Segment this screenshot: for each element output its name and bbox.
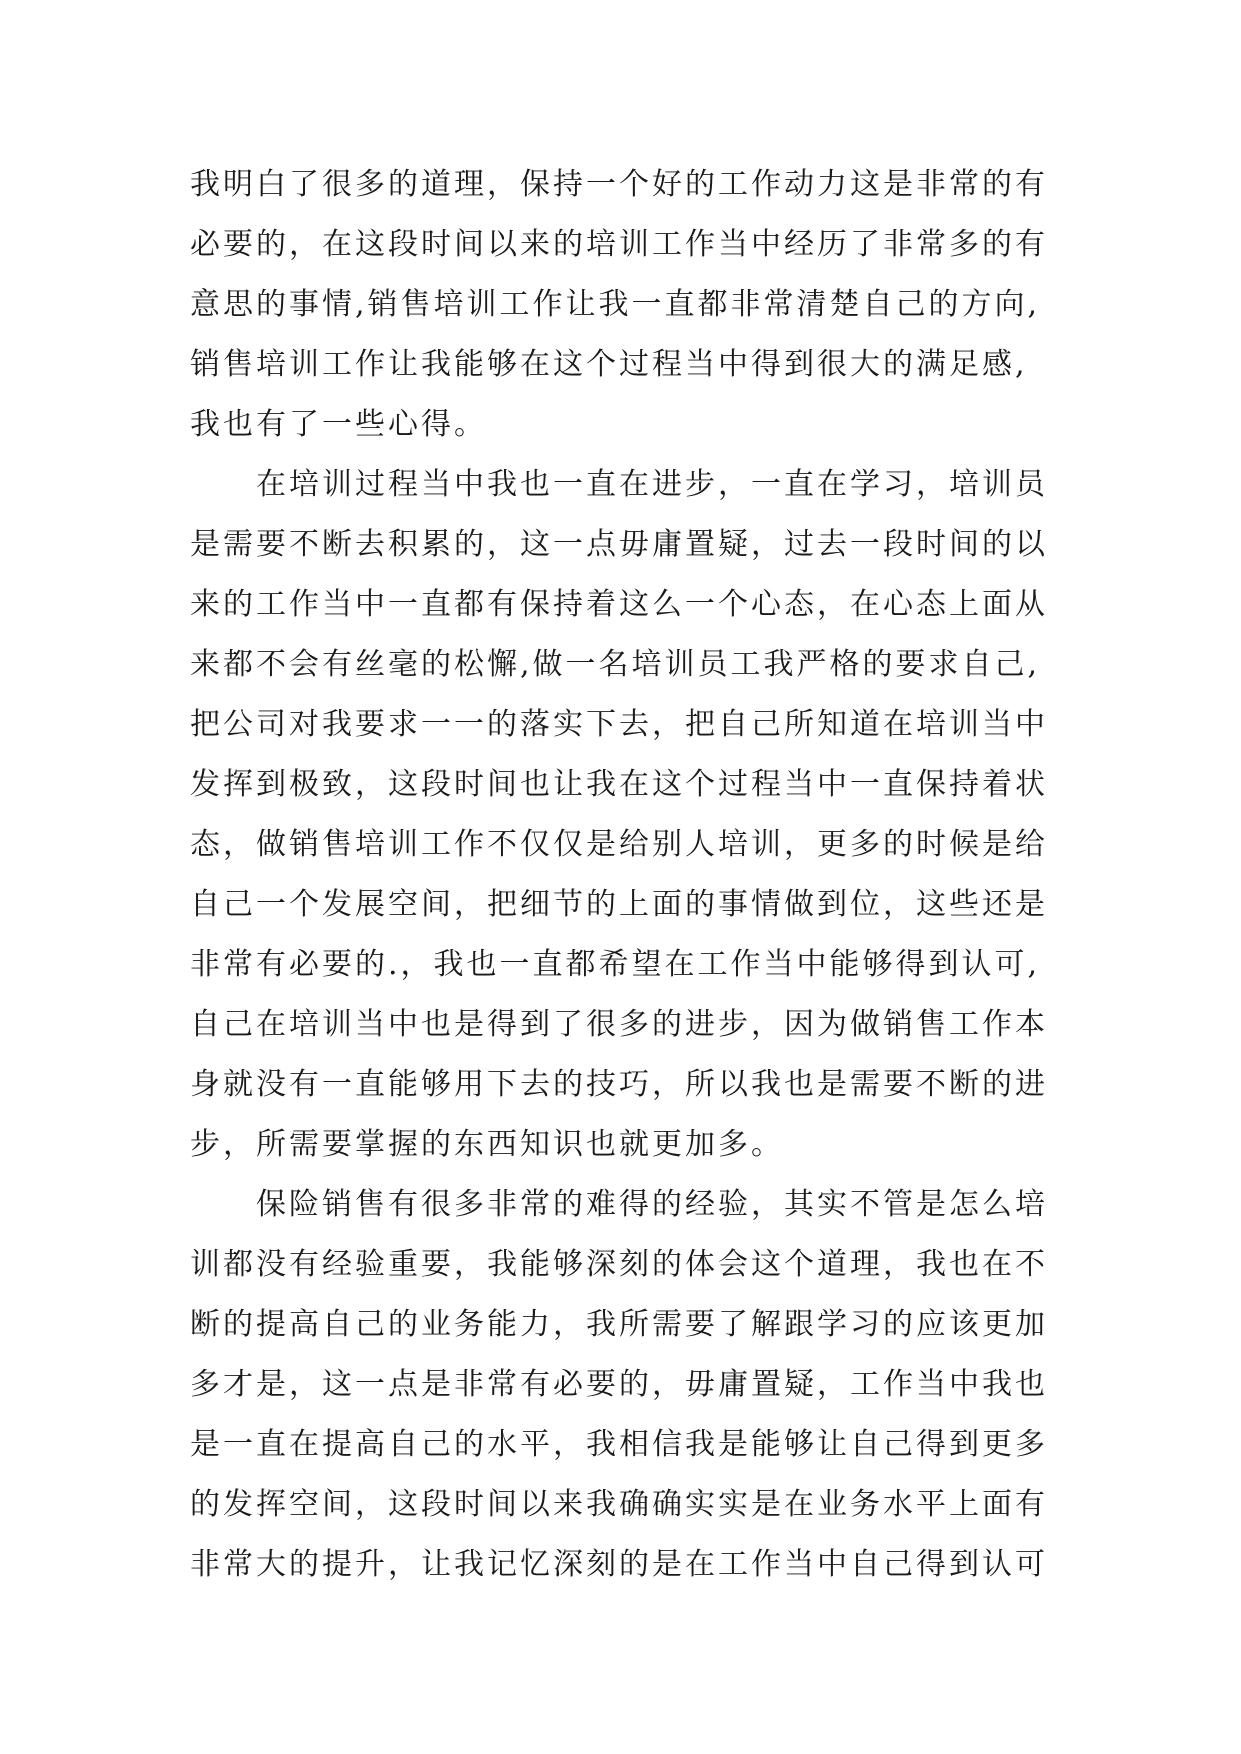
paragraph-start-line: 在培训过程当中我也一直在进步，一直在学习，培训员 <box>256 467 1048 502</box>
text-line: 是需要不断去积累的，这一点毋庸置疑，过去一段时间的以 <box>190 527 1048 562</box>
text-line: 自己一个发展空间，把细节的上面的事情做到位，这些还是 <box>190 887 1048 922</box>
text-line: 的发挥空间，这段时间以来我确确实实是在业务水平上面有 <box>190 1487 1048 1522</box>
text-line: 态，做销售培训工作不仅仅是给别人培训，更多的时候是给 <box>190 827 1048 862</box>
text-line: 我明白了很多的道理，保持一个好的工作动力这是非常的有 <box>190 167 1048 202</box>
body-text <box>190 155 1090 1595</box>
text-line: 意思的事情,销售培训工作让我一直都非常清楚自己的方向, <box>190 287 1041 322</box>
text-line: 销售培训工作让我能够在这个过程当中得到很大的满足感, <box>190 347 1028 382</box>
text-line: 来都不会有丝毫的松懈,做一名培训员工我严格的要求自己, <box>190 647 1041 682</box>
paragraph-start-line: 保险销售有很多非常的难得的经验，其实不管是怎么培 <box>256 1187 1048 1222</box>
text-line: 身就没有一直能够用下去的技巧，所以我也是需要不断的进 <box>190 1067 1048 1102</box>
text-line: 步，所需要掌握的东西知识也就更加多。 <box>190 1127 784 1162</box>
text-line: 自己在培训当中也是得到了很多的进步，因为做销售工作本 <box>190 1007 1048 1042</box>
text-line: 我也有了一些心得。 <box>190 407 487 442</box>
text-line: 是一直在提高自己的水平，我相信我是能够让自己得到更多 <box>190 1427 1048 1462</box>
text-line: 把公司对我要求一一的落实下去，把自己所知道在培训当中 <box>190 707 1048 742</box>
text-line: 断的提高自己的业务能力，我所需要了解跟学习的应该更加 <box>190 1307 1048 1342</box>
text-line: 来的工作当中一直都有保持着这么一个心态，在心态上面从 <box>190 587 1048 622</box>
text-line: 训都没有经验重要，我能够深刻的体会这个道理，我也在不 <box>190 1247 1048 1282</box>
text-line: 发挥到极致，这段时间也让我在这个过程当中一直保持着状 <box>190 767 1048 802</box>
text-line: 必要的，在这段时间以来的培训工作当中经历了非常多的有 <box>190 227 1048 262</box>
text-line: 非常大的提升，让我记忆深刻的是在工作当中自己得到认可 <box>190 1547 1048 1582</box>
text-line: 多才是，这一点是非常有必要的，毋庸置疑，工作当中我也 <box>190 1367 1048 1402</box>
text-line: 非常有必要的.，我也一直都希望在工作当中能够得到认可, <box>190 947 1041 982</box>
